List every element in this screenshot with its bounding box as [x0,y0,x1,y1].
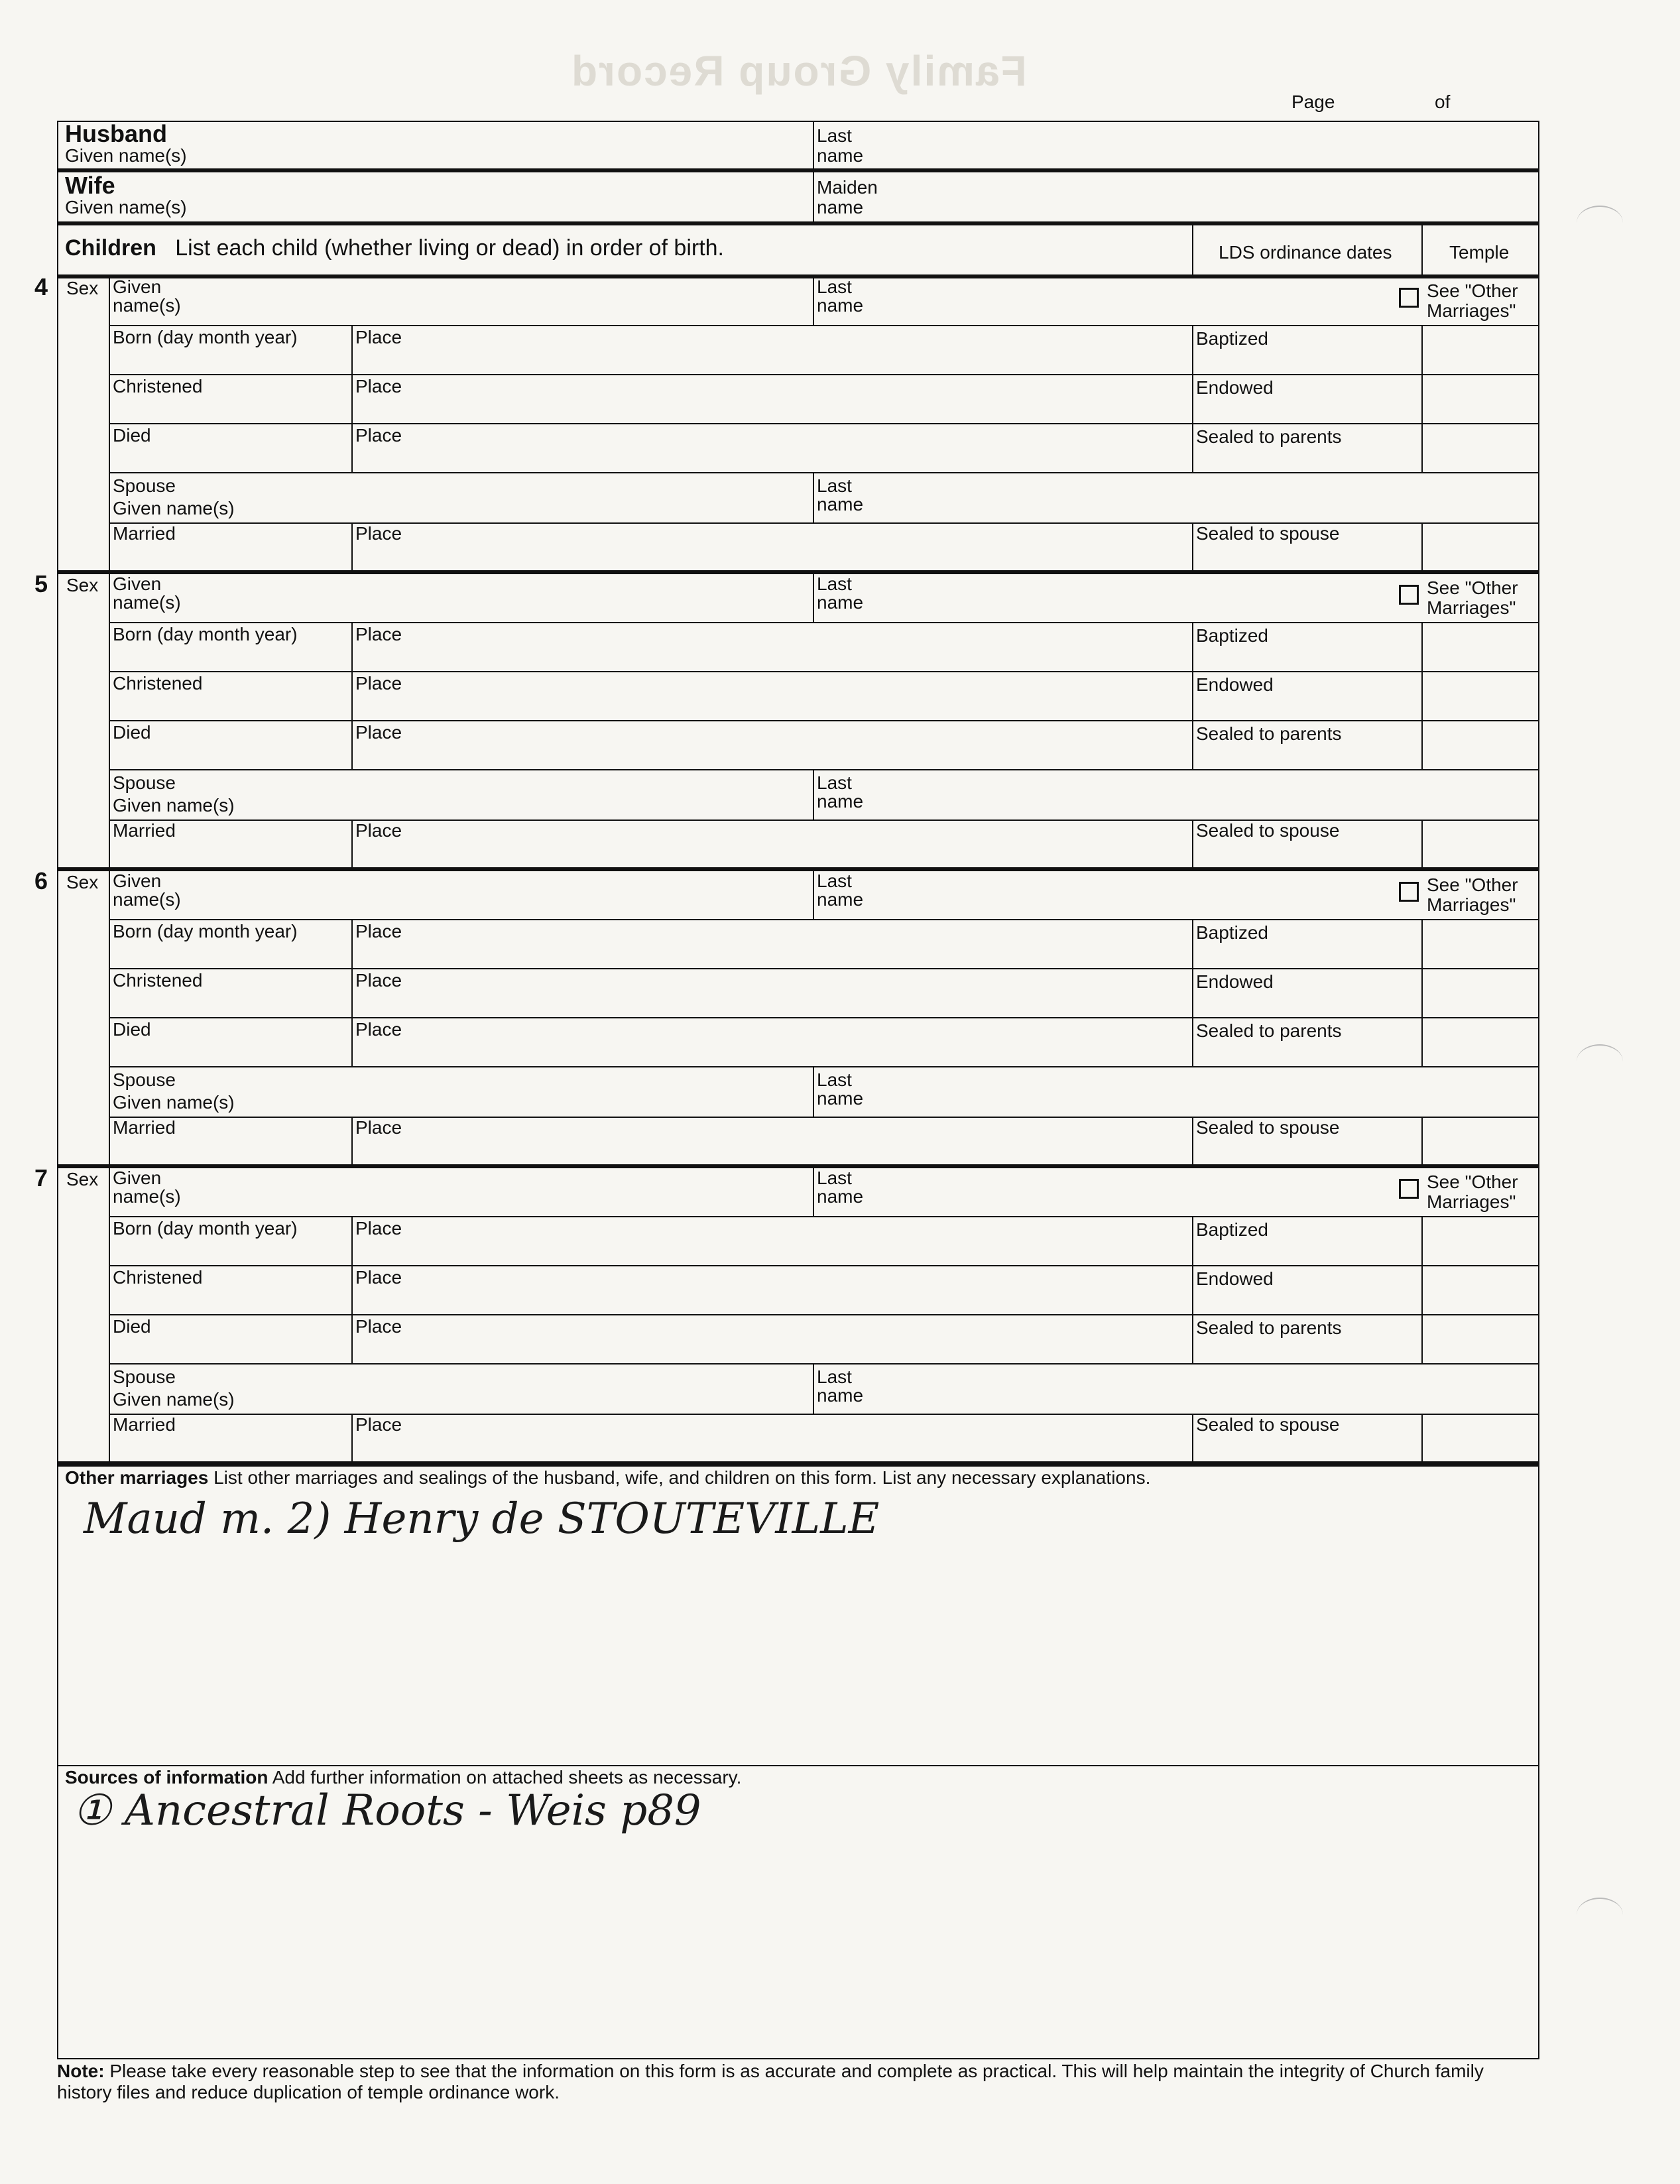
page-label: Page [1291,91,1335,112]
child-born-place-label: Place [355,921,402,941]
rule [813,1167,814,1216]
rule [813,573,814,622]
husband-title: Husband [65,120,168,147]
child-last-label-2: name [817,295,864,316]
child-number: 7 [34,1164,48,1191]
child-last-label: Last [817,574,852,594]
wife-given-label: Given name(s) [65,197,187,217]
child-given-label: Given [113,1168,162,1188]
rule [110,671,1539,672]
sources-heading [65,1768,741,1788]
rule [1421,1117,1423,1166]
child-baptized-label: Baptized [1196,625,1268,646]
child-christened-place-label: Place [355,376,402,396]
child-last-label-2: name [817,592,864,613]
child-given-label: Given [113,871,162,891]
child-given-label-2: name(s) [113,295,181,316]
rule [57,1164,1539,1168]
binder-tab-decoration [1577,1044,1623,1079]
child-christened-label: Christened [113,970,203,991]
rule [813,473,814,522]
child-baptized-label: Baptized [1196,922,1268,943]
note-text: Please take every reasonable step to see that the information on this form is as accurate and complete as practical. This will help maintain the integrity of Church family history files and reduce duplication of temple ordinance work. [57,2061,1484,2102]
note-label: Note: [57,2061,105,2081]
rule [110,720,1539,721]
lds-ordinance-dates-label: LDS ordinance dates [1219,242,1392,263]
child-spouse-last-label-2: name [817,1088,864,1109]
child-died-label: Died [113,425,151,446]
rule [1192,1414,1193,1463]
rule [1192,819,1193,869]
child-given-label: Given [113,574,162,594]
wife-maiden-label-2: name [817,197,864,217]
rule [1421,968,1423,1017]
rule [351,720,353,769]
rule [1192,671,1193,720]
rule [351,919,353,968]
rule [1192,968,1193,1017]
rule [1192,1265,1193,1314]
rule [351,522,353,572]
child-sealed-spouse-label: Sealed to spouse [1196,820,1340,841]
child-born-place-label: Place [355,327,402,347]
child-spouse-last-label: Last [817,475,852,496]
child-given-label: Given [113,276,162,297]
child-died-place-label: Place [355,722,402,743]
child-spouse-last-label: Last [817,772,852,793]
rule [351,1117,353,1166]
child-born-label: Born (day month year) [113,921,298,941]
rule [1192,522,1193,572]
rule [351,622,353,671]
rule [1421,919,1423,968]
child-spouse-last-label-2: name [817,494,864,515]
child-spouse-given-label: Given name(s) [113,498,235,518]
rule [351,325,353,374]
child-sealed-spouse-label: Sealed to spouse [1196,523,1340,544]
rule [110,1314,1539,1315]
see-other-marriages-checkbox[interactable] [1399,882,1419,902]
see-other-marriages-label: See "Other [1427,875,1518,895]
children-header [65,236,724,260]
rule [351,671,353,720]
rule [110,968,1539,969]
child-given-label-2: name(s) [113,1186,181,1207]
child-last-label-2: name [817,889,864,910]
child-number: 6 [34,867,48,894]
child-born-label: Born (day month year) [113,1218,298,1239]
child-spouse-given-label: Given name(s) [113,1389,235,1410]
rule [110,374,1539,375]
child-married-label: Married [113,820,176,841]
child-sex-label: Sex [66,872,99,892]
children-title: Children [65,235,156,261]
rule [351,423,353,472]
child-married-place-label: Place [355,1414,402,1435]
husband-last-label-2: name [817,145,864,166]
child-baptized-label: Baptized [1196,328,1268,349]
child-born-place-label: Place [355,1218,402,1239]
rule [110,1017,1539,1018]
child-married-label: Married [113,1414,176,1435]
rule [351,1216,353,1265]
rule [1192,325,1193,374]
husband-given-label: Given name(s) [65,145,187,166]
see-other-marriages-label-2: Marriages" [1427,1191,1516,1212]
child-given-label-2: name(s) [113,889,181,910]
child-baptized-label: Baptized [1196,1219,1268,1240]
rule [351,1017,353,1066]
child-died-label: Died [113,722,151,743]
rule [351,1265,353,1314]
rule [57,867,1539,871]
rule [1421,1017,1423,1066]
child-married-place-label: Place [355,523,402,544]
child-married-label: Married [113,1117,176,1138]
rule [110,325,1539,326]
see-other-marriages-label: See "Other [1427,577,1518,598]
rule [351,1314,353,1363]
child-sealed-parents-label: Sealed to parents [1196,723,1342,744]
rule [1421,522,1423,572]
see-other-marriages-label-2: Marriages" [1427,597,1516,618]
of-label: of [1435,91,1451,112]
child-spouse-last-label-2: name [817,1385,864,1406]
child-married-place-label: Place [355,820,402,841]
rule [109,870,110,1167]
rule [1192,622,1193,671]
child-endowed-label: Endowed [1196,377,1274,398]
child-born-place-label: Place [355,624,402,644]
rule [109,573,110,870]
child-spouse-label: Spouse [113,772,176,793]
child-christened-place-label: Place [355,970,402,991]
child-died-label: Died [113,1019,151,1040]
see-other-marriages-label: See "Other [1427,1172,1518,1192]
child-married-place-label: Place [355,1117,402,1138]
rule [351,1414,353,1463]
child-last-label-2: name [817,1186,864,1207]
child-endowed-label: Endowed [1196,1268,1274,1289]
see-other-marriages-label-2: Marriages" [1427,894,1516,915]
child-christened-place-label: Place [355,673,402,694]
rule [109,276,110,573]
child-christened-label: Christened [113,673,203,694]
child-sealed-spouse-label: Sealed to spouse [1196,1117,1340,1138]
child-married-label: Married [113,523,176,544]
child-spouse-label: Spouse [113,475,176,496]
child-sex-label: Sex [66,1169,99,1189]
child-born-label: Born (day month year) [113,624,298,644]
rule [110,622,1539,623]
see-other-marriages-checkbox[interactable] [1399,585,1419,605]
rule [813,770,814,819]
child-christened-label: Christened [113,376,203,396]
rule [1192,919,1193,968]
see-other-marriages-label: See "Other [1427,280,1518,301]
child-sealed-parents-label: Sealed to parents [1196,1317,1342,1338]
rule [1192,1017,1193,1066]
wife-title: Wife [65,172,115,199]
rule [1192,1216,1193,1265]
child-endowed-label: Endowed [1196,971,1274,992]
rule [110,1363,1539,1365]
child-spouse-given-label: Given name(s) [113,795,235,816]
rule [1421,671,1423,720]
rule [1421,819,1423,869]
rule [813,276,814,325]
child-last-label: Last [817,276,852,297]
child-died-place-label: Place [355,425,402,446]
rule [813,1365,814,1414]
rule [1421,325,1423,374]
child-endowed-label: Endowed [1196,674,1274,695]
children-instruction: List each child (whether living or dead) in order of birth. [175,235,725,261]
rule [110,919,1539,920]
child-sex-label: Sex [66,575,99,595]
rule [1192,1117,1193,1166]
child-given-label-2: name(s) [113,592,181,613]
temple-label: Temple [1449,242,1510,263]
rule [110,472,1539,473]
sources-handwritten: ① Ancestral Roots - Weis p89 [73,1786,701,1835]
child-sealed-parents-label: Sealed to parents [1196,426,1342,447]
rule [1421,1265,1423,1314]
footer-note [57,2061,1539,2103]
rule [1421,1414,1423,1463]
rule [1192,720,1193,769]
rule [57,570,1539,574]
other-marriages-heading [65,1468,1150,1488]
ghost-title-bleed: Family Group Record [570,47,1027,95]
rule [110,423,1539,424]
child-born-label: Born (day month year) [113,327,298,347]
see-other-marriages-label-2: Marriages" [1427,300,1516,321]
rule [110,1216,1539,1217]
child-last-label: Last [817,1168,852,1188]
child-sex-label: Sex [66,278,99,298]
rule [1421,1314,1423,1363]
binder-tab-decoration [1577,206,1623,240]
child-spouse-label: Spouse [113,1069,176,1090]
child-last-label: Last [817,871,852,891]
rule [110,1265,1539,1266]
rule [351,374,353,423]
see-other-marriages-checkbox[interactable] [1399,288,1419,308]
child-died-label: Died [113,1316,151,1337]
rule [1421,720,1423,769]
child-christened-label: Christened [113,1267,203,1288]
binder-tab-decoration [1577,1898,1623,1932]
child-number: 5 [34,570,48,597]
rule [1192,1314,1193,1363]
rule [1421,374,1423,423]
child-spouse-label: Spouse [113,1366,176,1387]
rule [1192,423,1193,472]
child-christened-place-label: Place [355,1267,402,1288]
rule [110,1066,1539,1067]
rule [351,968,353,1017]
child-number: 4 [34,273,48,300]
husband-last-label: Last [817,125,852,146]
other-marriages-handwritten: Maud m. 2) Henry de STOUTEVILLE [84,1494,880,1544]
rule [110,769,1539,770]
sources-title: Sources of information [65,1767,269,1788]
child-spouse-given-label: Given name(s) [113,1092,235,1113]
rule [1192,374,1193,423]
other-marriages-title: Other marriages [65,1467,209,1488]
rule [813,1067,814,1117]
child-spouse-last-label: Last [817,1366,852,1387]
sources-instruction: Add further information on attached sheets as necessary. [272,1767,742,1788]
see-other-marriages-checkbox[interactable] [1399,1179,1419,1199]
child-sealed-spouse-label: Sealed to spouse [1196,1414,1340,1435]
rule [351,819,353,869]
other-marriages-instruction: List other marriages and sealings of the husband, wife, and children on this form. List any necessary explanations. [213,1467,1151,1488]
wife-maiden-label: Maiden [817,177,878,198]
child-died-place-label: Place [355,1019,402,1040]
rule [813,870,814,919]
child-sealed-parents-label: Sealed to parents [1196,1020,1342,1041]
child-spouse-last-label: Last [817,1069,852,1090]
child-died-place-label: Place [355,1316,402,1337]
rule [1421,1216,1423,1265]
rule [109,1167,110,1464]
child-spouse-last-label-2: name [817,791,864,812]
rule [1421,622,1423,671]
rule [1421,423,1423,472]
